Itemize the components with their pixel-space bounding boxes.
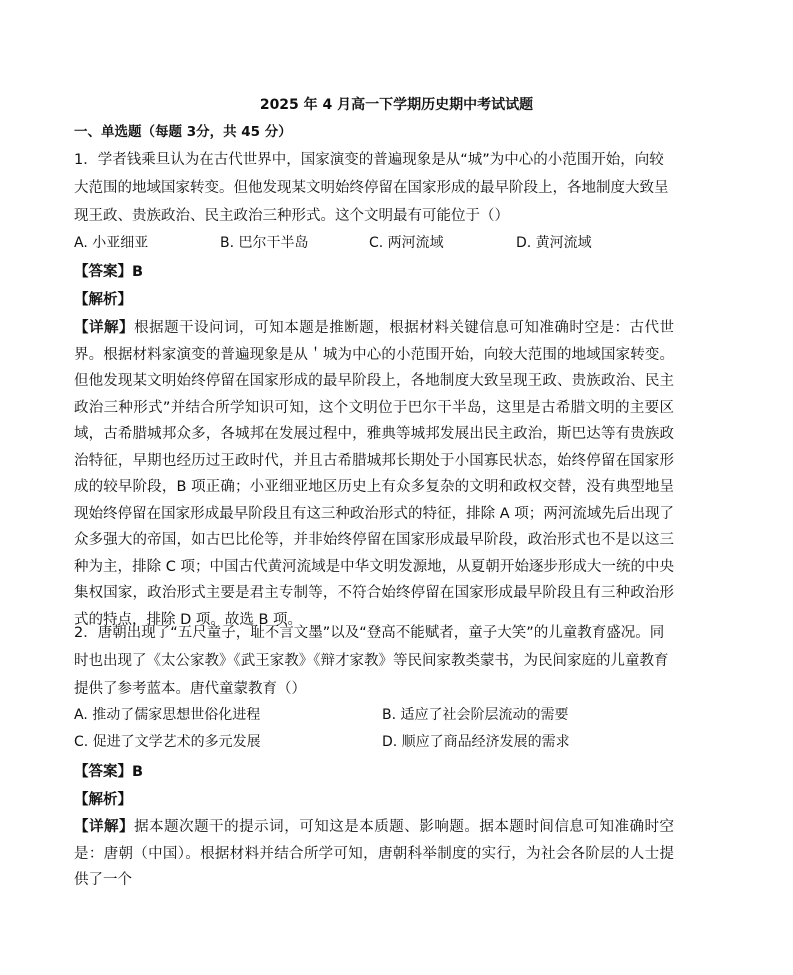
question-2-analysis-label: [74, 790, 132, 810]
detail-label: 【详解】: [74, 320, 135, 336]
question-1-text: 1．学者钱乘旦认为在古代世界中，国家演变的普遍现象是从“城”为中心的小范围开始，向较大范围的地域国家转变。但他发现某文明始终停留在国家形成的最早阶段上，各地制度大致呈现王政、贵族政治、民主政治三种形式。这个文明最有可能位于（）: [74, 152, 669, 224]
question-1-option-c: C. 两河流域: [369, 235, 444, 251]
question-2-answer: [74, 762, 143, 782]
question-1-analysis-label: [74, 290, 132, 310]
section-heading: 一、单选题（每题 3分，共 45 分）: [74, 124, 292, 140]
page-title: 2025 年 4 月高一下学期历史期中考试试题: [259, 97, 534, 113]
detail-text: 根据题干设问词，可知本题是推断题，根据材料关键信息可知准确时空是：古代世界。根据材料家演变的普遍现象是从＇城为中心的小范围开始，向较大范围的地域国家转变。但他发现某文明始终停留在国家形成的最早阶段上，各地制度大致呈现王政、贵族政治、民主政治三种形式”并结合所学知识可知，这个文明位于巴尔干半岛，这里是古希腊文明的主要区域，古希腊城邦众多，各城邦在发展过程中，雅典等城邦发展出民主政治，斯巴达等有贵族政治特征，早期也经历过王政时代，并且古希腊城邦长期处于小国寡民状态，始终停留在国家形成的较早阶段，B 项正确；小亚细亚地区历史上有众多复杂的文明和政权交替，没有典型地呈现始终停留在国家形成最早阶段且有这三种政治形式的特征，排除 A 项；两河流域先后出现了众多强大的帝国，如古巴比伦等，并非始终停留在国家形成最早阶段，政治形式也不是以这三种为主，排除 C 项；中国古代黄河流域是中华文明发源地，从夏朝开始逐步形成大一统的中央集权国家，政治形式主要是君主专制等，不符合始终停留在国家形成最早阶段且有三种政治形式的特点，排除 D 项。故选 B 项。: [74, 320, 675, 628]
question-2-option-b: B. 适应了社会阶层流动的需要: [382, 707, 569, 723]
question-1-stem: [74, 146, 674, 230]
question-2-text: 2．唐朝出现了“五尺童子，耻不言文墨”以及“登高不能赋者，童子大笑”的儿童教育盛况。同时也出现了《太公家教》《武王家教》《辩才家教》等民间家教类蒙书，为民间家庭的儿童教育提供了参考蓝本。唐代童蒙教育（）: [74, 625, 669, 697]
detail-label: 【详解】: [74, 819, 135, 835]
answer-label: 【答案】: [74, 264, 132, 280]
answer-label: 【答案】: [74, 764, 132, 780]
question-2-detail: [74, 814, 674, 894]
answer-value: B: [132, 764, 144, 780]
analysis-label: 【解析】: [74, 292, 132, 308]
question-2-option-a: A. 推动了儒家思想世俗化进程: [74, 707, 261, 723]
detail-text: 据本题次题干的提示词，可知这是本质题、影响题。据本题时间信息可知准确时空是：唐朝（中国）。根据材料并结合所学可知，唐朝科举制度的实行，为社会各阶层的人士提供了一个: [74, 819, 675, 888]
question-1-detail: [74, 315, 674, 633]
question-1-option-b: B. 巴尔干半岛: [220, 235, 309, 251]
question-2-stem: [74, 619, 674, 703]
question-1-option-d: D. 黄河流域: [516, 235, 592, 251]
question-1-option-a: A. 小亚细亚: [74, 235, 149, 251]
question-2-option-c: C. 促进了文学艺术的多元发展: [74, 734, 261, 750]
analysis-label: 【解析】: [74, 792, 132, 808]
answer-value: B: [132, 264, 144, 280]
question-1-answer: [74, 262, 143, 282]
question-2-option-d: D. 顺应了商品经济发展的需求: [382, 734, 570, 750]
